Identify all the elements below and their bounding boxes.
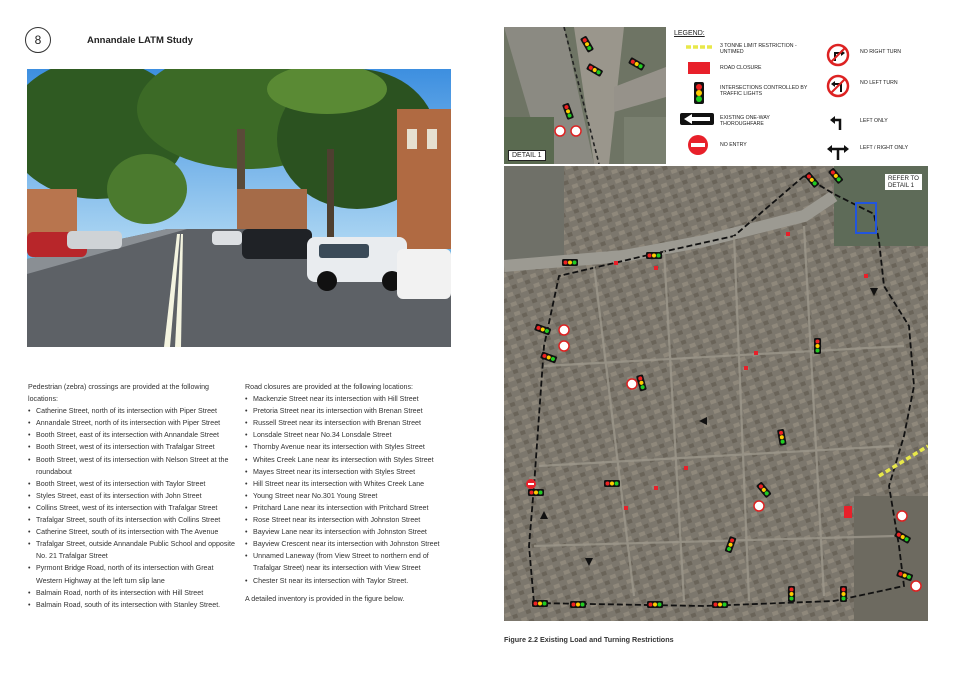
traffic-light-icon xyxy=(788,586,795,602)
legend-no-entry: NO ENTRY xyxy=(720,142,747,148)
crossings-intro: Pedestrian (zebra) crossings are provided at the following locations: xyxy=(28,383,209,404)
legend-left-right-only: LEFT / RIGHT ONLY xyxy=(860,145,909,151)
closures-intro: Road closures are provided at the following locations: xyxy=(245,383,413,391)
traffic-light-icon xyxy=(647,601,663,608)
no-turn-icon xyxy=(559,341,569,351)
no-right-turn-icon xyxy=(826,43,850,67)
left-right-only-arrow-icon xyxy=(826,139,850,161)
list-item: • Trafalgar Street, south of its intersection with Collins Street xyxy=(28,514,238,526)
list-item: • Collins Street, west of its intersection with Trafalgar Street xyxy=(28,502,238,514)
map-legend xyxy=(668,27,928,164)
road-closures-column xyxy=(245,381,455,605)
list-item: • Hill Street near its intersection with Whites Creek Lane xyxy=(245,478,455,490)
one-way-arrow-icon xyxy=(680,113,714,125)
legend-left-only: LEFT ONLY xyxy=(860,118,888,124)
list-item: • Styles Street, east of its intersection with John Street xyxy=(28,490,238,502)
no-turn-icon xyxy=(571,126,581,136)
list-item: • Rose Street near its intersection with Johnston Street xyxy=(245,514,455,526)
traffic-light-icon xyxy=(712,601,728,608)
list-item: • Catherine Street, north of its intersection with Piper Street xyxy=(28,405,238,417)
restrictions-map-figure xyxy=(504,27,928,621)
list-item: • Booth Street, west of its intersection with Taylor Street xyxy=(28,478,238,490)
list-item: • Bayview Lane near its intersection with Johnston Street xyxy=(245,526,455,538)
no-turn-icon xyxy=(559,325,569,335)
list-item: • Booth Street, west of its intersection with Nelson Street at the roundabout xyxy=(28,454,238,478)
list-item: • Lonsdale Street near No.34 Lonsdale Street xyxy=(245,429,455,441)
list-item: • Unnamed Laneway (from View Street to northern end of Trafalgar Street) near its intersection with View Street xyxy=(245,550,455,574)
no-left-turn-icon xyxy=(826,74,850,98)
legend-load-limit: 3 TONNE LIMIT RESTRICTION - UNTIMED xyxy=(720,43,797,56)
list-item: • Balmain Road, north of its intersection with Hill Street xyxy=(28,587,238,599)
refer-to-detail-label xyxy=(885,174,922,190)
list-item: • Booth Street, west of its intersection with Trafalgar Street xyxy=(28,441,238,453)
refer-label-line-2: DETAIL 1 xyxy=(887,182,915,189)
list-item: • Mackenzie Street near its intersection with Hill Street xyxy=(245,393,455,405)
pedestrian-crossings-column xyxy=(28,381,238,611)
traffic-light-icon xyxy=(562,259,578,266)
figure-caption: Figure 2.2 Existing Load and Turning Restrictions xyxy=(504,635,674,644)
legend-road-closure: ROAD CLOSURE xyxy=(720,65,762,71)
legend-one-way: EXISTING ONE-WAY THOROUGHFARE xyxy=(720,115,770,128)
traffic-light-icon xyxy=(604,480,620,487)
no-entry-icon xyxy=(688,135,708,155)
no-turn-icon xyxy=(897,511,907,521)
no-turn-icon xyxy=(627,379,637,389)
traffic-light-icon xyxy=(814,338,821,354)
detail-1-inset xyxy=(504,27,666,164)
traffic-light-icon xyxy=(840,586,847,602)
list-item: • Bayview Crescent near its intersection with Johnston Street xyxy=(245,538,455,550)
list-item: • Annandale Street, north of its intersection with Piper Street xyxy=(28,417,238,429)
list-item: • Young Street near No.301 Young Street xyxy=(245,490,455,502)
list-item: • Chester St near its intersection with Taylor Street. xyxy=(245,575,455,587)
traffic-light-icon xyxy=(646,252,662,259)
list-item: • Catherine Street, south of its intersection with The Avenue xyxy=(28,526,238,538)
traffic-light-icon xyxy=(528,489,544,496)
list-item: • Thornby Avenue near its intersection with Styles Street xyxy=(245,441,455,453)
list-item: • Pritchard Lane near its intersection with Pritchard Street xyxy=(245,502,455,514)
list-item: • Balmain Road, south of its intersection with Stanley Street. xyxy=(28,599,238,611)
crossings-list xyxy=(28,405,238,611)
detail-1-label: DETAIL 1 xyxy=(508,150,546,161)
no-turn-icon xyxy=(911,581,921,591)
list-item: • Pretoria Street near its intersection with Brenan Street xyxy=(245,405,455,417)
no-turn-icon xyxy=(555,126,565,136)
traffic-light-icon xyxy=(532,600,548,607)
load-limit-swatch xyxy=(686,44,712,50)
legend-no-right-turn: NO RIGHT TURN xyxy=(860,49,902,55)
left-only-arrow-icon xyxy=(828,111,848,131)
list-item: • Pyrmont Bridge Road, north of its intersection with Great Western Highway at the left turn slip lane xyxy=(28,562,238,586)
legend-no-left-turn: NO LEFT TURN xyxy=(860,80,898,86)
legend-title: LEGEND: xyxy=(674,30,705,37)
list-item: • Mayes Street near its intersection with Styles Street xyxy=(245,466,455,478)
list-item: • Booth Street, east of its intersection with Annandale Street xyxy=(28,429,238,441)
road-closure-swatch xyxy=(688,62,710,74)
inventory-note: A detailed inventory is provided in the figure below. xyxy=(245,594,405,603)
refer-label-line-1: REFER TO xyxy=(887,175,919,182)
traffic-light-icon xyxy=(694,82,704,104)
list-item: • Russell Street near its intersection with Brenan Street xyxy=(245,417,455,429)
page-number: 8 xyxy=(25,27,51,53)
list-item: • Trafalgar Street, outside Annandale Public School and opposite No. 21 Trafalgar Street xyxy=(28,538,238,562)
traffic-light-icon xyxy=(570,601,586,608)
aerial-map xyxy=(504,166,928,621)
closures-list xyxy=(245,393,455,587)
page-title: Annandale LATM Study xyxy=(87,35,193,46)
legend-traffic-lights: INTERSECTIONS CONTROLLED BY TRAFFIC LIGHTS xyxy=(720,85,808,98)
list-item: • Whites Creek Lane near its intersection with Styles Street xyxy=(245,454,455,466)
street-photo xyxy=(27,69,451,347)
no-turn-icon xyxy=(754,501,764,511)
